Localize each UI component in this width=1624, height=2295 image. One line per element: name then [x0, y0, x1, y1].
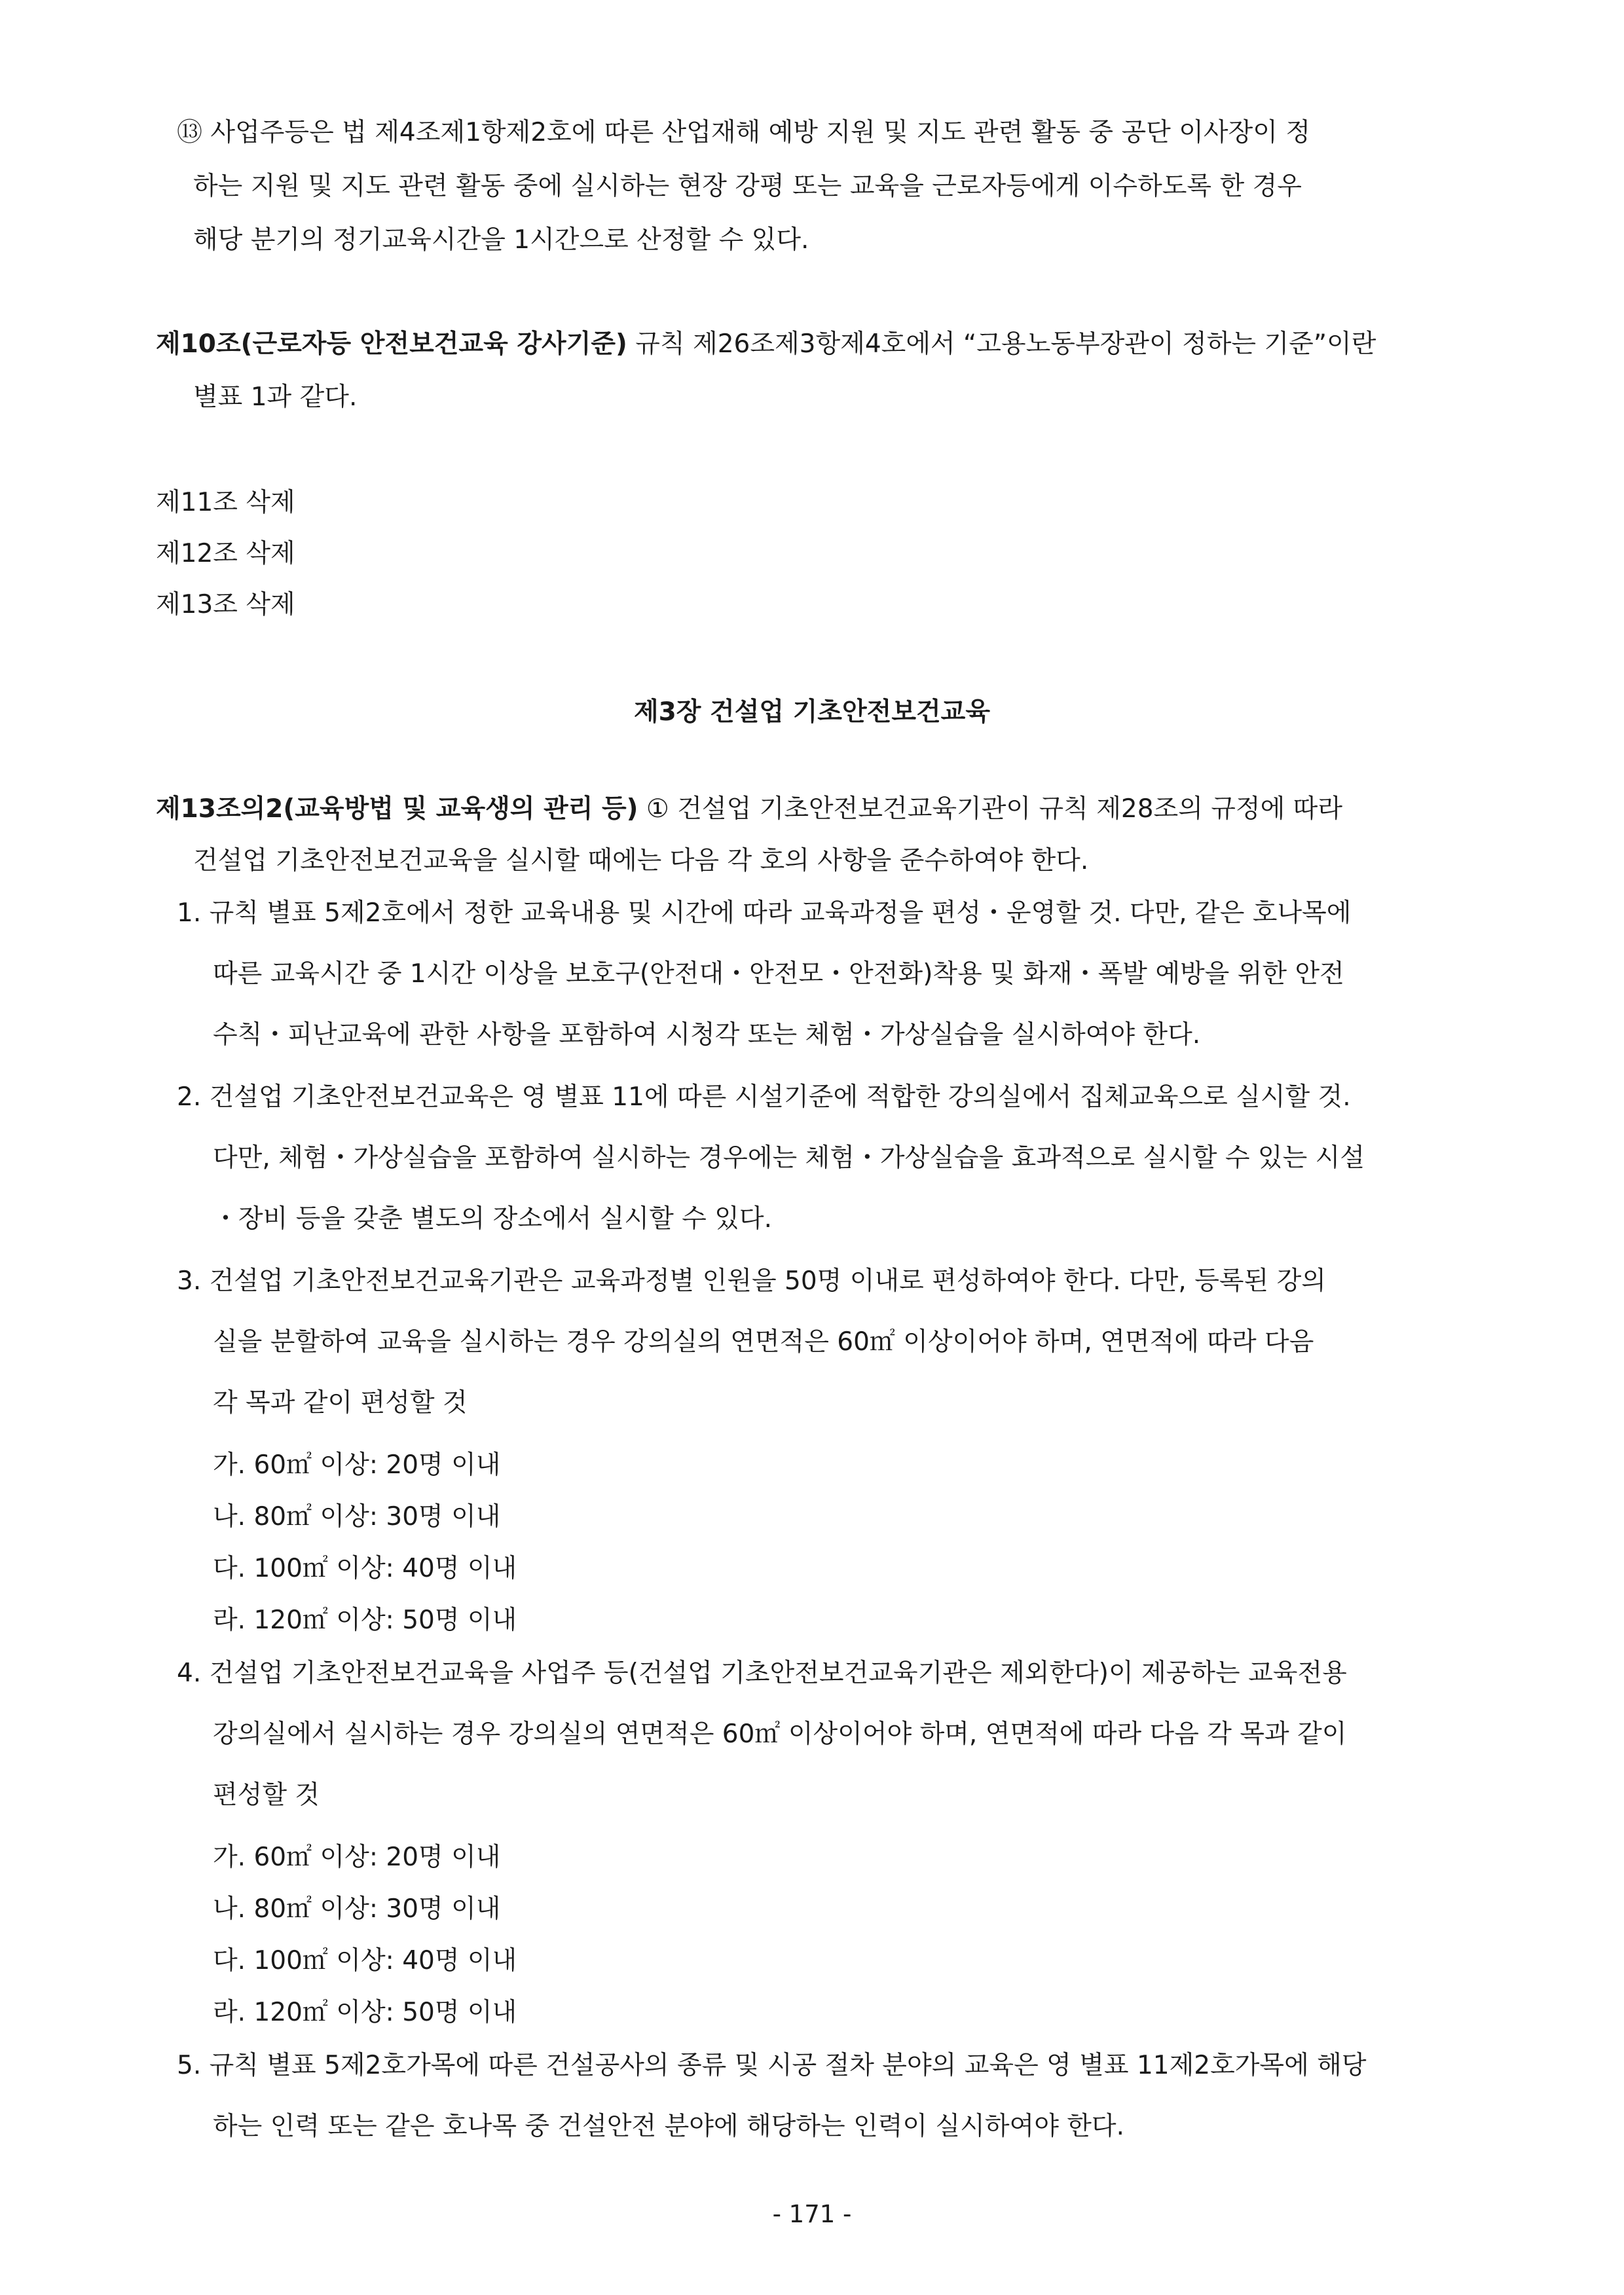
article-10-line-1	[156, 329, 1376, 360]
deleted-article-12: 제12조 삭제	[156, 539, 295, 568]
item-1-line-3: 수칙・피난교육에 관한 사항을 포함하여 시청각 또는 체험・가상실습을 실시하여야 한다.	[213, 1020, 1201, 1050]
item-3-sub-ra: 라. 120㎡ 이상: 50명 이내	[213, 1606, 517, 1635]
article-13-2-line-1	[156, 794, 1342, 825]
chapter-3-title: 제3장 건설업 기초안전보건교육	[633, 697, 991, 727]
item-3-line-2: 실을 분할하여 교육을 실시하는 경우 강의실의 연면적은 60㎡ 이상이어야 하며, 연면적에 따라 다음	[213, 1327, 1314, 1357]
item-4-line-2: 강의실에서 실시하는 경우 강의실의 연면적은 60㎡ 이상이어야 하며, 연면적에 따라 다음 각 목과 같이	[213, 1719, 1347, 1749]
article-13-2-line-2: 건설업 기초안전보건교육을 실시할 때에는 다음 각 호의 사항을 준수하여야 한다.	[193, 846, 1089, 875]
item-3-sub-da: 다. 100㎡ 이상: 40명 이내	[213, 1554, 517, 1583]
deleted-article-11: 제11조 삭제	[156, 488, 295, 517]
para-13-line-1: ⑬ 사업주등은 법 제4조제1항제2호에 따른 산업재해 예방 지원 및 지도 관련 활동 중 공단 이사장이 정	[177, 118, 1311, 147]
item-5-line-1: 5. 규칙 별표 5제2호가목에 따른 건설공사의 종류 및 시공 절차 분야의 교육은 영 별표 11제2호가목에 해당	[177, 2051, 1367, 2080]
item-1-line-2: 따른 교육시간 중 1시간 이상을 보호구(안전대・안전모・안전화)착용 및 화재・폭발 예방을 위한 안전	[213, 959, 1344, 989]
article-10-heading: 제10조(근로자등 안전보건교육 강사기준)	[156, 329, 627, 359]
item-1-line-1: 1. 규칙 별표 5제2호에서 정한 교육내용 및 시간에 따라 교육과정을 편성・운영할 것. 다만, 같은 호나목에	[177, 898, 1352, 928]
item-3-sub-ga: 가. 60㎡ 이상: 20명 이내	[213, 1450, 501, 1480]
item-2-line-3: ・장비 등을 갖춘 별도의 장소에서 실시할 수 있다.	[213, 1204, 772, 1234]
page-number: - 171 -	[772, 2200, 852, 2228]
item-4-sub-ga: 가. 60㎡ 이상: 20명 이내	[213, 1843, 501, 1872]
item-2-line-1: 2. 건설업 기초안전보건교육은 영 별표 11에 따른 시설기준에 적합한 강의실에서 집체교육으로 실시할 것.	[177, 1082, 1351, 1112]
item-4-sub-na: 나. 80㎡ 이상: 30명 이내	[213, 1894, 501, 1924]
item-4-line-1: 4. 건설업 기초안전보건교육을 사업주 등(건설업 기초안전보건교육기관은 제외한다)이 제공하는 교육전용	[177, 1659, 1347, 1688]
para-13-line-2: 하는 지원 및 지도 관련 활동 중에 실시하는 현장 강평 또는 교육을 근로자등에게 이수하도록 한 경우	[193, 172, 1302, 201]
deleted-article-13: 제13조 삭제	[156, 590, 295, 619]
item-2-line-2: 다만, 체험・가상실습을 포함하여 실시하는 경우에는 체험・가상실습을 효과적으로 실시할 수 있는 시설	[213, 1143, 1365, 1173]
item-3-line-3: 각 목과 같이 편성할 것	[213, 1388, 468, 1418]
item-3-sub-na: 나. 80㎡ 이상: 30명 이내	[213, 1502, 501, 1532]
item-4-sub-da: 다. 100㎡ 이상: 40명 이내	[213, 1946, 517, 1975]
item-5-line-2: 하는 인력 또는 같은 호나목 중 건설안전 분야에 해당하는 인력이 실시하여야 한다.	[213, 2112, 1125, 2141]
article-13-2-heading: 제13조의2(교육방법 및 교육생의 관리 등)	[156, 794, 638, 824]
article-13-2-text: ① 건설업 기초안전보건교육기관이 규칙 제28조의 규정에 따라	[638, 794, 1343, 824]
para-13-line-3: 해당 분기의 정기교육시간을 1시간으로 산정할 수 있다.	[193, 225, 809, 255]
item-3-line-1: 3. 건설업 기초안전보건교육기관은 교육과정별 인원을 50명 이내로 편성하여야 한다. 다만, 등록된 강의	[177, 1266, 1326, 1296]
article-10-text: 규칙 제26조제3항제4호에서 “고용노동부장관이 정하는 기준”이란	[627, 329, 1376, 359]
article-10-line-2: 별표 1과 같다.	[193, 382, 358, 412]
item-4-line-3: 편성할 것	[213, 1780, 320, 1810]
item-4-sub-ra: 라. 120㎡ 이상: 50명 이내	[213, 1998, 517, 2027]
